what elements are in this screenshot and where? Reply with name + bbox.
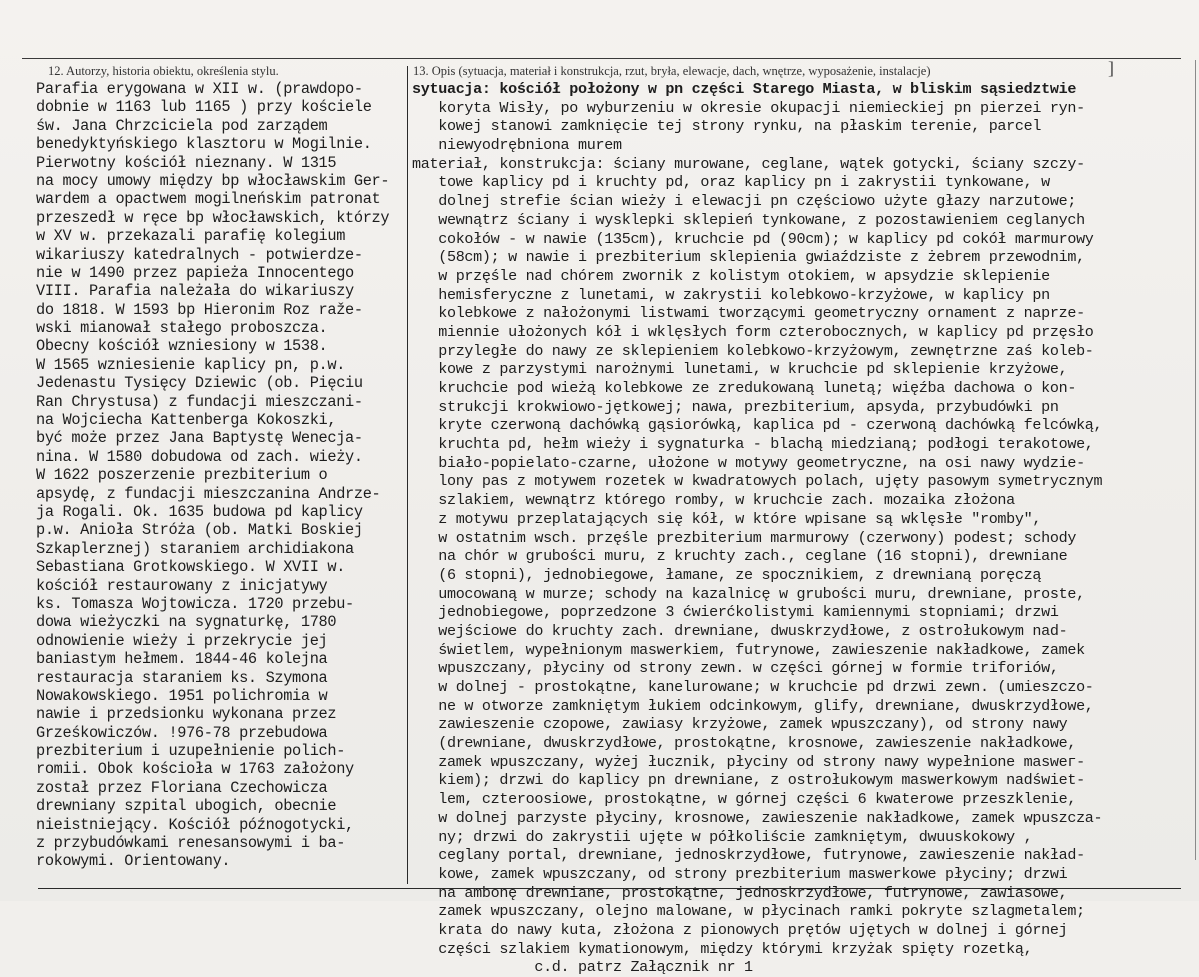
history-text-line: Jedenastu Tysięcy Dziewic (ob. Pięciu [36, 374, 363, 393]
history-text-line: wski mianował stałego proboszcza. [36, 319, 328, 338]
right-column-header: 13. Opis (sytuacja, materiał i konstrukcja, rzut, bryła, elewacje, dach, wnętrze, wyposażenie, instalacje) [413, 64, 931, 78]
description-text-line: cokołów - w nawie (135cm), kruchcie pd (90cm); w kaplicy pd cokół marmurowy [412, 229, 1094, 248]
description-text-line: zawieszenie czopowe, zawiasy krzyżowe, zamek wpuszczany), od strony nawy [412, 715, 1068, 734]
history-text-line: nie w 1490 przez papieża Innocentego [36, 263, 354, 282]
description-text-line: świetlem, wypełnionym maswerkiem, futrynowe, zawieszenie nakładkowe, zamek [412, 640, 1085, 659]
description-text-line: kolebkowe z nałożonymi listwami tworzącymi geometryczny ornament z naprze- [412, 304, 1085, 323]
history-text-line: kościół restaurowany z inicjatywy [36, 576, 328, 595]
description-text-line: niewyodrębniona murem [412, 136, 622, 155]
history-text-line: Grześkowiczów. !976-78 przebudowa [36, 723, 328, 742]
history-text-line: nawie i przedsionku wykonana przez [36, 705, 337, 724]
history-text-line: św. Jana Chrzciciela pod zarządem [36, 116, 328, 135]
history-text-line: benedyktyńskiego klasztoru w Mogilnie. [36, 135, 372, 154]
history-text-line: Sebastiana Grotkowskiego. W XVII w. [36, 558, 346, 577]
history-text-line: nieistniejący. Kościół późnogotycki, [36, 815, 354, 834]
history-text-line: z przybudówkami renesansowymi i ba- [36, 834, 346, 853]
history-text-line: wikariuszy katedralnych - potwierdze- [36, 245, 363, 264]
description-text-line: krata do nawy kuta, złożona z pionowych prętów ujętych w dolnej i górnej [412, 920, 1068, 939]
description-text-line: wewnątrz ściany i wysklepki sklepień tynkowane, z pozostawieniem ceglanych [412, 210, 1085, 229]
history-text-line: prezbiterium i uzupełnienie polich- [36, 742, 346, 761]
history-text-line: do 1818. W 1593 bp Hieronim Roz ražе- [36, 300, 363, 319]
description-text-line: (58cm); w nawie i prezbiterium sklepienia gwiaździste z żebrem przewodnim, [412, 248, 1085, 267]
description-text-line: na chór w grubości muru, z kruchty zach., ceglane (16 stopni), drewniane [412, 547, 1068, 566]
top-rule [22, 58, 1181, 59]
description-text-line: zamek wpuszczany, olejno malowane, w płycinach ramki pokryte szlagmetalem; [412, 902, 1085, 921]
description-text-line: jednobiegowe, poprzedzone 3 ćwierćkolistymi kamiennymi stopniami; drzwi [412, 603, 1059, 622]
history-text-line: Nowakowskiego. 1951 polichromia w [36, 686, 328, 705]
description-text-line: materiał, konstrukcja: ściany murowane, ceglane, wątek gotycki, ściany szczy- [412, 154, 1085, 173]
history-text-line: baniastym hełmem. 1844-46 kolejna [36, 650, 328, 669]
history-text-line: drewniany szpital ubogich, obecnie [36, 797, 337, 816]
description-text-line: (drewniane, dwuskrzydłowe, prostokątne, krosnowe, zawieszenie nakładkowe, [412, 734, 1077, 753]
header-bracket-mark: ] [1108, 58, 1114, 78]
history-text-line: nina. W 1580 dobudowa od zach. wieży. [36, 447, 363, 466]
history-text-line: VIII. Parafia należała do wikariuszy [36, 282, 354, 301]
history-text-line: został przez Floriana Czechowicza [36, 778, 328, 797]
history-text-line: na mocy umowy między bp włocławskim Ger- [36, 171, 390, 190]
description-text-line: kruchta pd, hełm wieży i sygnaturka - blachą miedzianą; podłogi terakotowe, [412, 435, 1094, 454]
history-text-line: ks. Tomasza Wojtowicza. 1720 przebu- [36, 594, 354, 613]
history-text-line: Parafia erygowana w XII w. (prawdopo- [36, 80, 363, 98]
history-text-line: W 1622 poszerzenie prezbiterium o [36, 466, 328, 485]
left-column-header: 12. Autorzy, historia obiektu, określenia stylu. [48, 64, 279, 78]
history-text-line: Obecny kościół wzniesiony w 1538. [36, 337, 328, 356]
description-text-line: miennie ułożonych kół i wklęsłych form czterobocznych, w kaplicy pd przęsło [412, 322, 1094, 341]
description-text-line: ny; drzwi do zakrystii ujęte w półkoliście zamkniętym, dwuuskokowy , [412, 827, 1033, 846]
description-text-line: kowe, zamek wpuszczany, od strony prezbiterium maswerkowe płyciny; drzwi [412, 864, 1068, 883]
description-text-line: umocowaną w murze; schody na kazalnicę w grubości muru, drewniane, proste, [412, 584, 1085, 603]
description-text-line: kowej stanowi zamknięcie tej strony rynku, na płaskim terenie, parcel [412, 117, 1042, 136]
history-text-column [36, 80, 416, 871]
history-text-line: ja Rogali. Ok. 1635 budowa pd kaplicy [36, 502, 363, 521]
history-text-line: Pierwotny kościół nieznany. W 1315 [36, 153, 337, 172]
description-text-line: towe kaplicy pd i kruchty pd, oraz kaplicy pn i zakrystii tynkowane, w [412, 173, 1050, 192]
description-text-line: sytuacja: kościół położony w pn części Starego Miasta, w bliskim sąsiedztwie [412, 80, 1077, 98]
description-text-line: wpuszczany, płyciny od strony zewn. w części górnej w formie triforiów, [412, 659, 1059, 678]
description-text-line: wejściowe do kruchty zach. drewniane, dwuskrzydłowe, z ostrołukowym nad- [412, 621, 1068, 640]
description-text-line: z motywu przeplatających się kół, w które wpisane są wklęsłe "romby", [412, 509, 1042, 528]
description-text-line: na ambonę drewniane, prostokątne, jednoskrzydłowe, futrynowe, zawiasowe, [412, 883, 1068, 902]
description-text-line: (6 stopni), jednobiegowe, łamane, ze spocznikiem, z drewnianą poręczą [412, 565, 1042, 584]
description-text-line: lem, czteroosiowe, prostokątne, w górnej części 6 kwaterowe przeszklenie, [412, 790, 1077, 809]
history-text-line: p.w. Anioła Stróża (ob. Matki Boskiej [36, 521, 363, 540]
history-text-line: odnowienie wieży i przekrycie jej [36, 631, 328, 650]
description-text-line: zamek wpuszczany, wyżej łucznik, płyciny od strony nawy wypełnione masweг- [412, 752, 1085, 771]
description-text-line: c.d. patrz Załącznik nr 1 [412, 958, 753, 977]
history-text-line: na Wojciecha Kattenberga Kokoszki, [36, 411, 337, 430]
history-text-line: rokowymi. Orientowany. [36, 852, 231, 871]
description-text-line: hemisferyczne z lunetami, w zakrystii kolebkowo-krzyżowe, w kaplicy pn [412, 285, 1050, 304]
history-text-line: restauracja staraniem ks. Szymona [36, 668, 328, 687]
description-text-line: koryta Wisły, po wyburzeniu w okresie okupacji niemieckiej pn pierzei ryn- [412, 98, 1085, 117]
history-text-line: w XV w. przekazali parafię kolegium [36, 227, 346, 246]
history-text-line: apsydę, z fundacji mieszczanina Andrze- [36, 484, 381, 503]
history-text-line: dowa wieżyczki na sygnaturkę, 1780 [36, 613, 337, 632]
description-text-line: w dolnej parzyste płyciny, krosnowe, zawieszenie nakładkowe, zamek wpuszcza- [412, 808, 1103, 827]
description-text-line: szlakiem, wewnątrz którego romby, w kruchcie zach. mozaika złożona [412, 491, 1015, 510]
description-text-line: w przęśle nad chórem zwornik z kolistym otokiem, w apsydzie sklepienie [412, 266, 1050, 285]
description-text-line: lony pas z motywem rozetek w kwadratowych polach, ujęty pasowym symetrycznym [412, 472, 1103, 491]
bottom-rule [38, 888, 1181, 889]
description-text-line: ceglany portal, drewniane, jednoskrzydłowe, futrynowe, zawieszenie nakład- [412, 846, 1085, 865]
description-text-line: strukcji krokwiowo-jętkowej; nawa, prezbiterium, apsyda, przybudówki pn [412, 397, 1059, 416]
history-text-line: Ran Chrystusa) z fundacji mieszczani- [36, 392, 363, 411]
description-text-line: przyległe do nawy ze sklepieniem kolebkowo-krzyżowym, zewnętrzne zaś koleb- [412, 341, 1094, 360]
description-text-line: dolnej strefie ścian wieży i elewacji pn częściowo użyte głazy narzutowe; [412, 192, 1077, 211]
history-text-line: W 1565 wzniesienie kaplicy pn, p.w. [36, 355, 346, 374]
history-text-line: przeszedł w ręce bp włocławskich, którzy [36, 208, 390, 227]
description-text-line: w dolnej - prostokątne, kanelurowane; w kruchcie pd drzwi zewn. (umieszczo- [412, 678, 1094, 696]
description-text-line: kiem); drzwi do kaplicy pn drewniane, z ostrołukowym maswerkowym nadświet- [412, 771, 1085, 790]
history-text-line: wardem a opactwem mogilneńskim patronat [36, 190, 381, 209]
description-text-line: części szlakiem kymationowym, między którymi krzyżak spięty rozetką, [412, 939, 1033, 958]
description-text-line: kowe z parzystymi narożnymi lunetami, w kruchcie pd sklepienie krzyżowe, [412, 360, 1068, 379]
history-text-line: Szkaplerznej) staraniem archidiakona [36, 539, 354, 558]
description-text-line: kruchcie pod wieżą kolebkowe ze zredukowaną lunetą; więźba dachowa o kon- [412, 379, 1077, 397]
description-text-line: biało-popielato-czarne, ułożone w motywy geometryczne, na osi nawy wydzie- [412, 453, 1085, 472]
history-text-line: romii. Obok kościoła w 1763 założony [36, 760, 354, 779]
description-text-line: ne w otworze zamkniętym łukiem odcinkowym, glify, drewniane, dwuskrzydłowe, [412, 696, 1094, 715]
description-text-line: w ostatnim wsch. przęśle prezbiterium marmurowy (czerwony) podest; schody [412, 528, 1077, 547]
description-text-line: kryte czerwoną dachówką gąsiorówką, kaplica pd - czerwoną dachówką felcówką, [412, 416, 1103, 435]
history-text-line: być może przez Jana Baptystę Wenecja- [36, 429, 363, 448]
history-text-line: dobnie w 1163 lub 1165 ) przy kościele [36, 98, 372, 117]
description-text-column [412, 80, 1197, 977]
